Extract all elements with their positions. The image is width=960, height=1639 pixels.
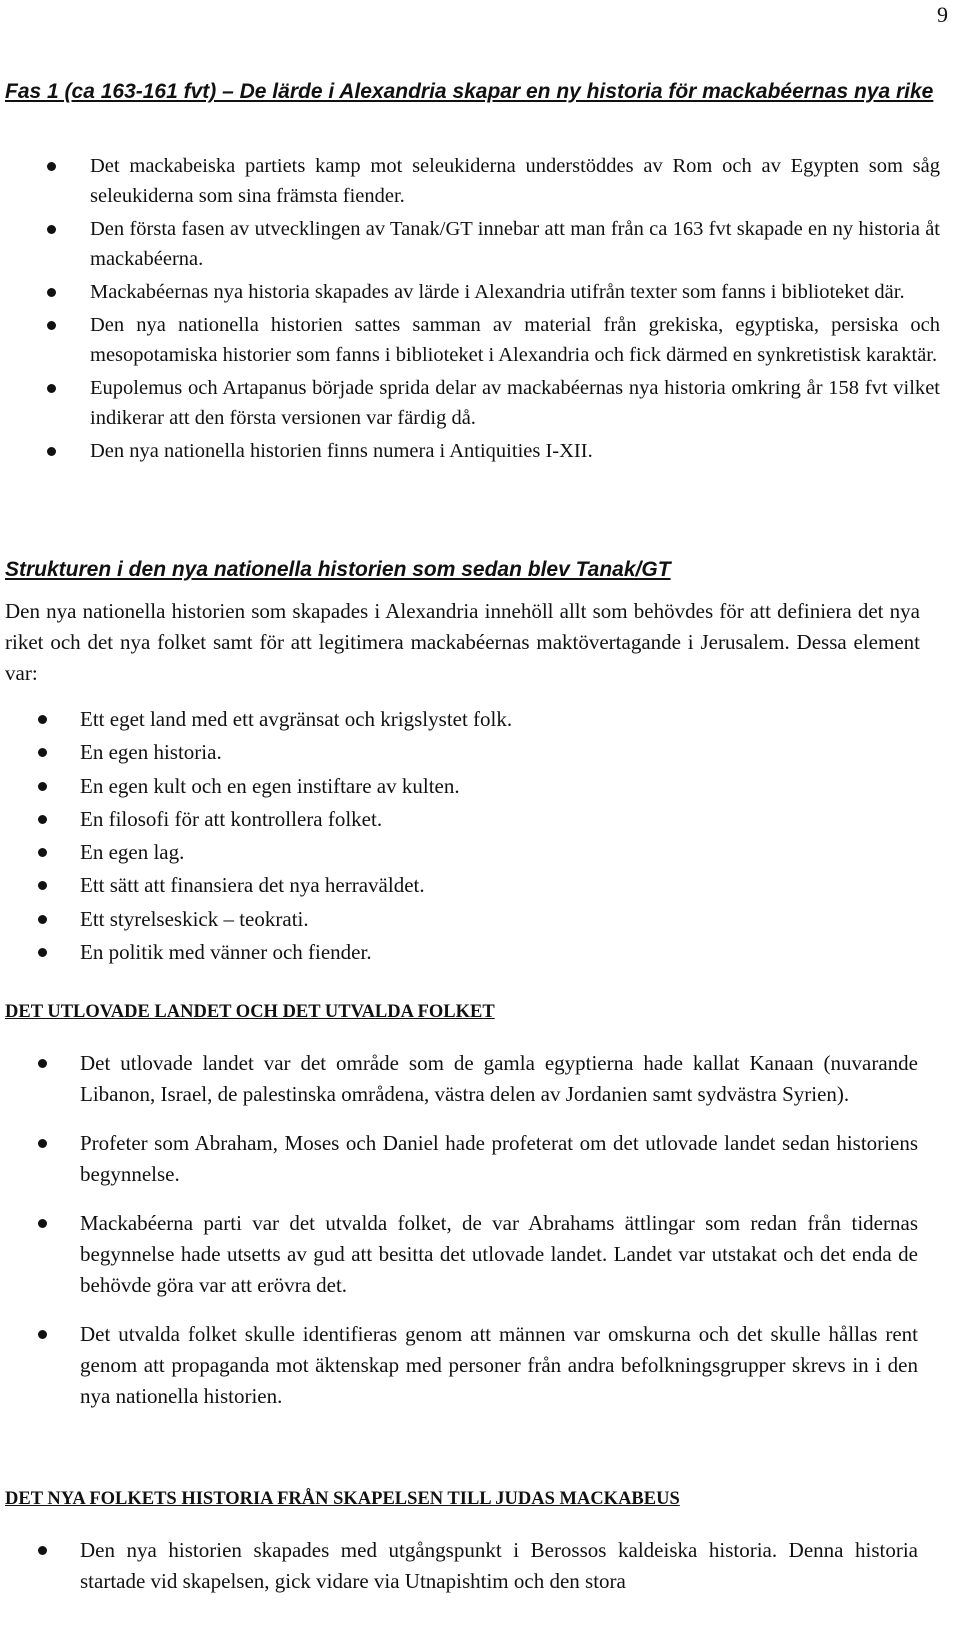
section-heading-new-people-history: DET NYA FOLKETS HISTORIA FRÅN SKAPELSEN TILL JUDAS MACKABEUS xyxy=(5,1489,680,1509)
bullet-icon xyxy=(38,715,47,724)
bullet-icon xyxy=(47,384,56,393)
bullet-icon xyxy=(38,1059,47,1068)
bullet-icon xyxy=(38,1139,47,1148)
bullet-icon xyxy=(38,1219,47,1228)
promised-land-bullet-list xyxy=(0,1048,960,1430)
list-item: Det mackabeiska partiets kamp mot seleukiderna understöddes av Rom och av Egypten som såg seleukiderna som sina främsta fiender. xyxy=(0,151,960,211)
bullet-icon xyxy=(47,321,56,330)
list-item: Mackabéerna parti var det utvalda folket, de var Abrahams ättlingar som redan från tidernas begynnelse hade utsetts av gud att besitta det utlovade landet. Landet var utstakat och det enda de behövde göra var att erövra det. xyxy=(0,1208,960,1301)
phase1-bullet-list xyxy=(0,151,960,469)
list-item: En egen historia. xyxy=(0,737,960,767)
list-item: Det utvalda folket skulle identifieras genom att männen var omskurna och det skulle hållas rent genom att propaganda mot äktenskap med personer från andra befolkningsgrupper skrevs in i den nya nationella historien. xyxy=(0,1319,960,1412)
list-item: Ett styrelseskick – teokrati. xyxy=(0,904,960,934)
list-item: Eupolemus och Artapanus började sprida delar av mackabéernas nya historia omkring år 158 fvt vilket indikerar att den första versionen var färdig då. xyxy=(0,373,960,433)
history-bullet-list xyxy=(0,1535,960,1615)
bullet-icon xyxy=(38,948,47,957)
bullet-icon xyxy=(38,782,47,791)
list-item: Mackabéernas nya historia skapades av lärde i Alexandria utifrån texter som fanns i biblioteket där. xyxy=(0,277,960,307)
list-item: Profeter som Abraham, Moses och Daniel hade profeterat om det utlovade landet sedan historiens begynnelse. xyxy=(0,1128,960,1190)
list-item: En politik med vänner och fiender. xyxy=(0,937,960,967)
bullet-icon xyxy=(47,225,56,234)
bullet-icon xyxy=(38,881,47,890)
list-item: En egen lag. xyxy=(0,837,960,867)
list-item: Den nya nationella historien finns numera i Antiquities I-XII. xyxy=(0,436,960,466)
bullet-icon xyxy=(47,288,56,297)
elements-bullet-list xyxy=(0,704,960,970)
section-heading-promised-land: DET UTLOVADE LANDET OCH DET UTVALDA FOLKET xyxy=(5,1002,495,1022)
structure-paragraph: Den nya nationella historien som skapades i Alexandria innehöll allt som behövdes för att definiera det nya riket och det nya folket samt för att legitimera mackabéernas maktövertagande i Jerusalem. Dessa element var: xyxy=(5,599,920,685)
page-number: 9 xyxy=(937,2,948,27)
list-item: Den första fasen av utvecklingen av Tanak/GT innebar att man från ca 163 fvt skapade en ny historia åt mackabéerna. xyxy=(0,214,960,274)
list-item: Den nya historien skapades med utgångspunkt i Berossos kaldeiska historia. Denna historia startade vid skapelsen, gick vidare via Utnapishtim och den stora xyxy=(0,1535,960,1597)
bullet-icon xyxy=(47,447,56,456)
bullet-icon xyxy=(38,748,47,757)
bullet-icon xyxy=(38,1330,47,1339)
list-item: Ett eget land med ett avgränsat och krigslystet folk. xyxy=(0,704,960,734)
bullet-icon xyxy=(38,1546,47,1555)
list-item: En filosofi för att kontrollera folket. xyxy=(0,804,960,834)
bullet-icon xyxy=(38,915,47,924)
list-item: Den nya nationella historien sattes samman av material från grekiska, egyptiska, persiska och mesopotamiska historier som fanns i biblioteket i Alexandria och fick därmed en synkretistisk karaktär. xyxy=(0,310,960,370)
bullet-icon xyxy=(47,162,56,171)
list-item: En egen kult och en egen instiftare av kulten. xyxy=(0,771,960,801)
bullet-icon xyxy=(38,815,47,824)
list-item: Ett sätt att finansiera det nya herraväldet. xyxy=(0,870,960,900)
bullet-icon xyxy=(38,848,47,857)
list-item: Det utlovade landet var det område som de gamla egyptierna hade kallat Kanaan (nuvarande Libanon, Israel, de palestinska områdena, västra delen av Jordanien samt sydvästra Syrien). xyxy=(0,1048,960,1110)
section-heading-phase1: Fas 1 (ca 163-161 fvt) – De lärde i Alexandria skapar en ny historia för mackabéernas nya rike xyxy=(5,80,934,103)
section-heading-structure: Strukturen i den nya nationella historien som sedan blev Tanak/GT xyxy=(5,558,671,581)
